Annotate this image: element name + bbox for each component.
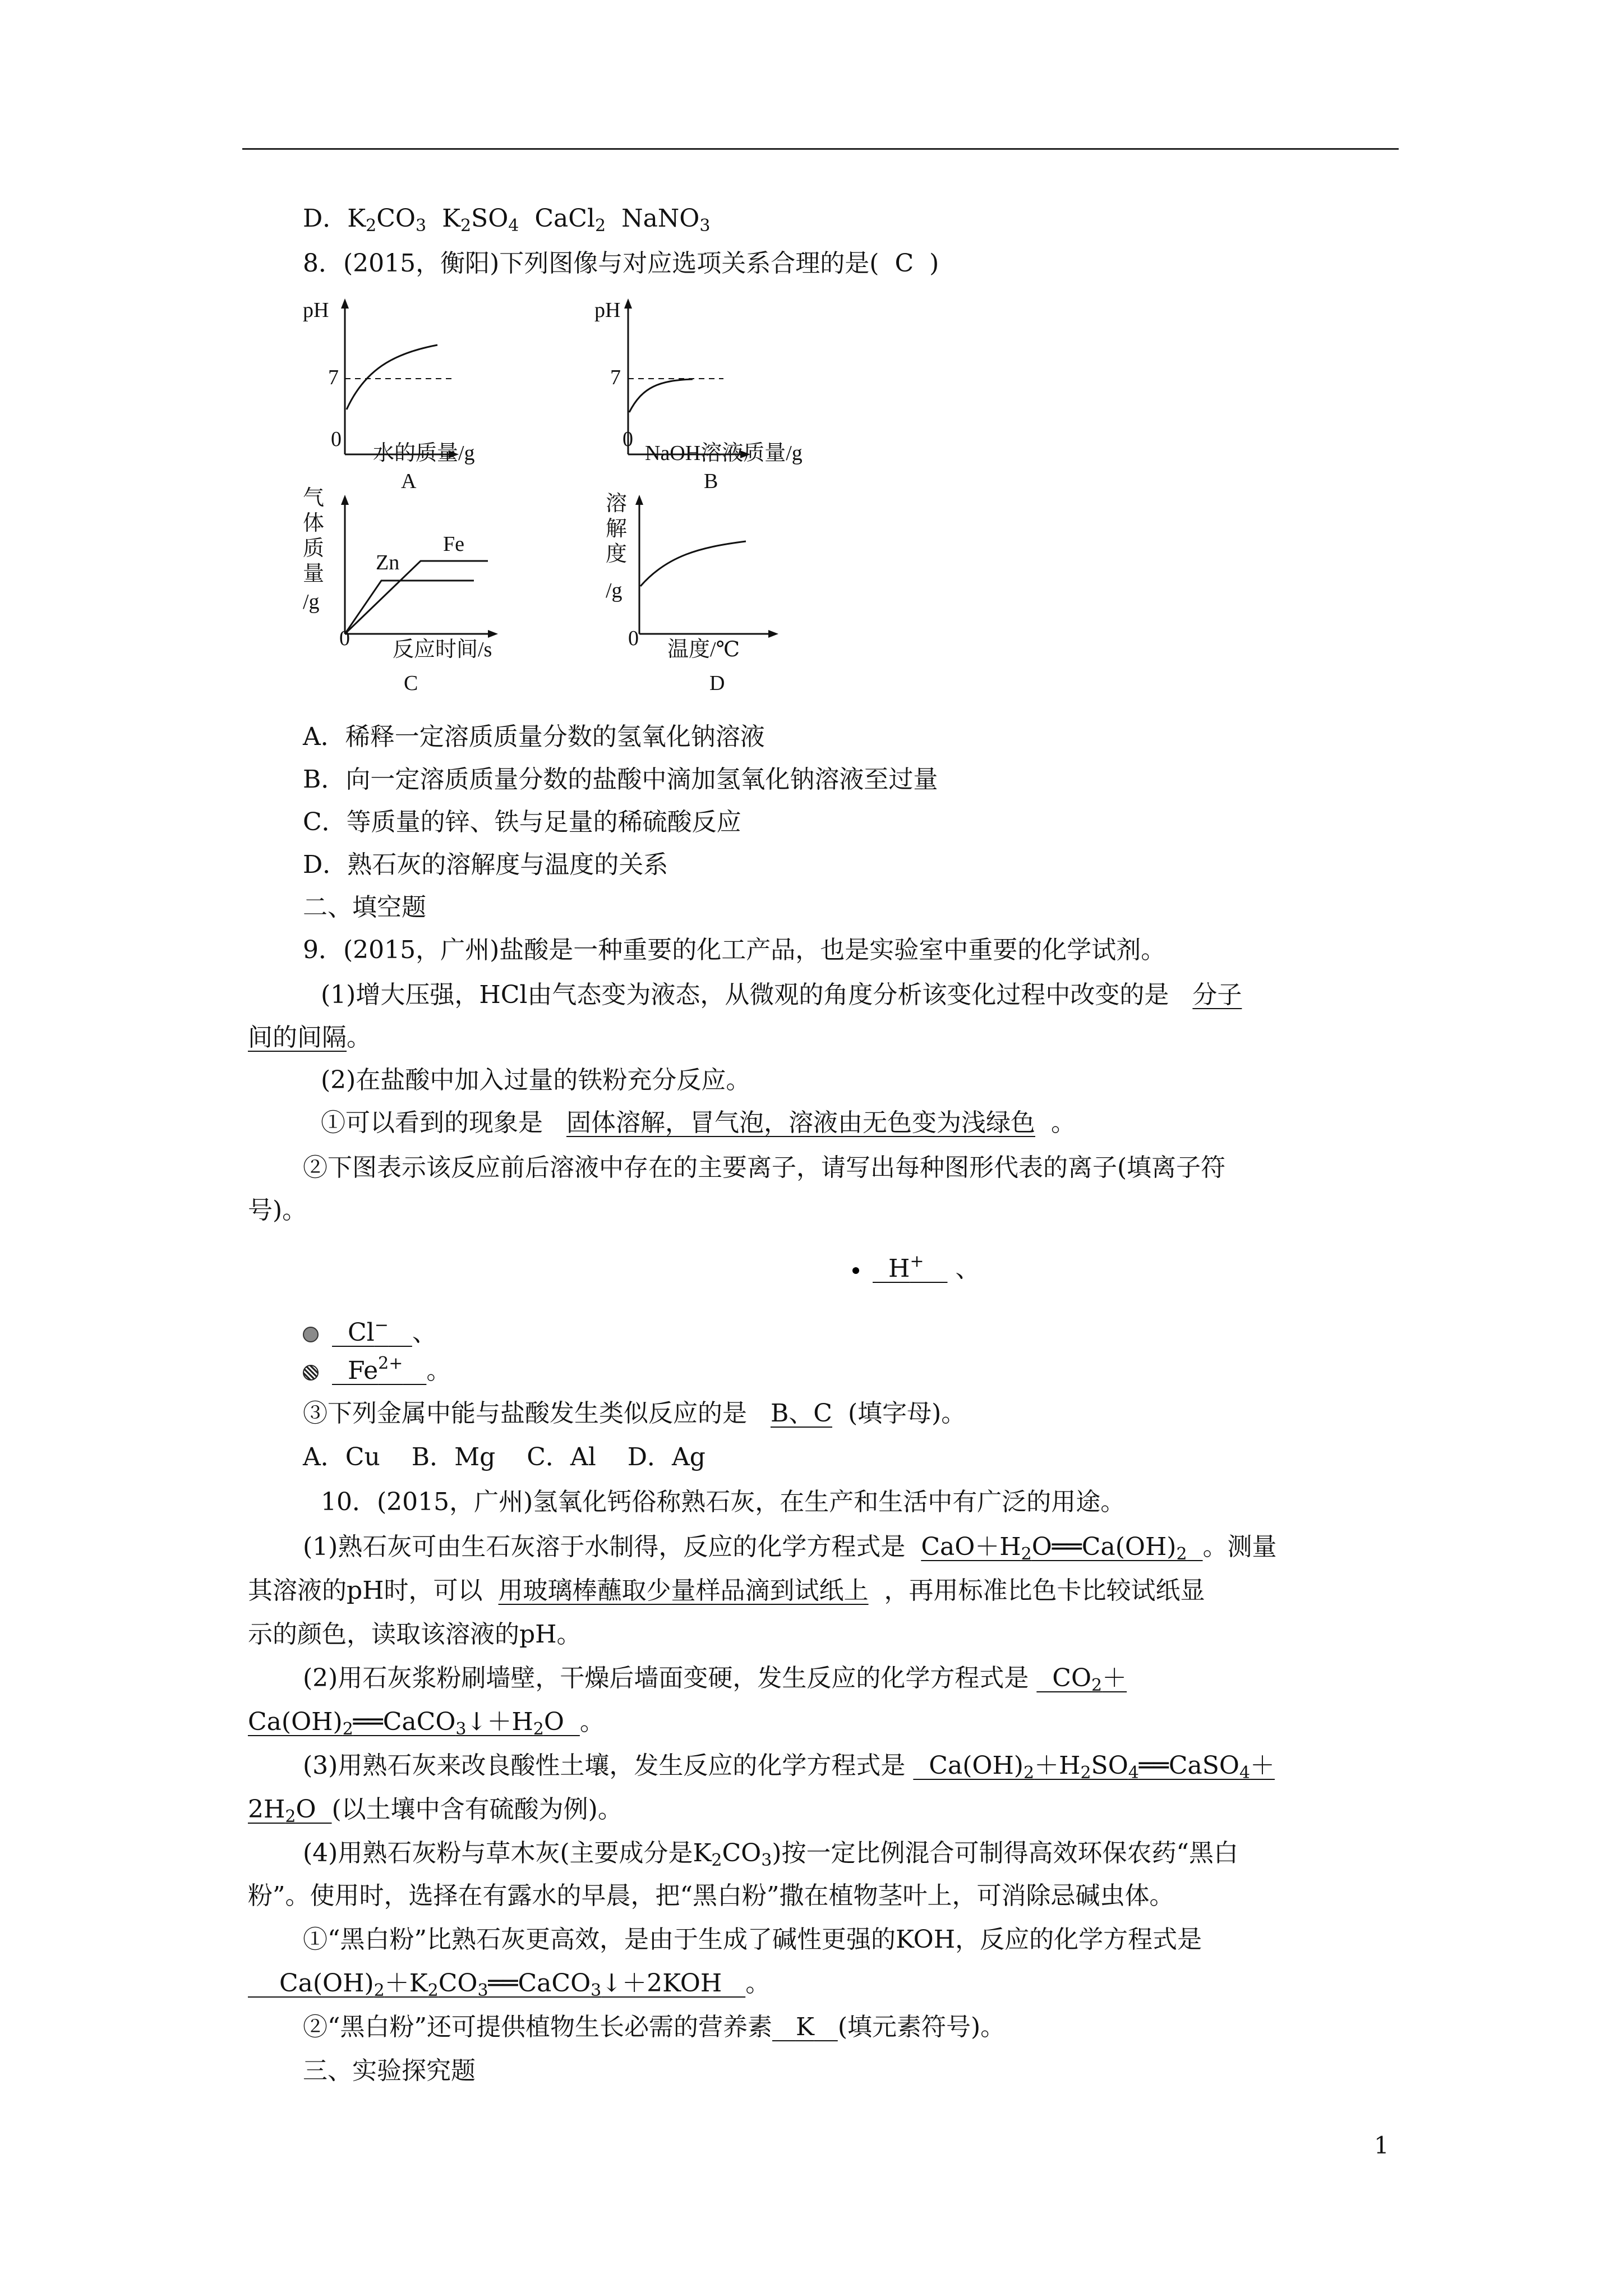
q10-part4-2-answer: K xyxy=(795,2013,814,2041)
graph-d-y-axis-1: 溶 xyxy=(606,492,628,516)
q9-part2-3-answer: B、C xyxy=(770,1399,832,1428)
graph-d-x-axis: 温度/℃ xyxy=(667,638,740,661)
q9-part2-2-line1: ②下图表示该反应前后溶液中存在的主要离子，请写出每种图形代表的离子(填离子符 xyxy=(303,1153,1226,1182)
graph-a-y-axis: pH xyxy=(303,298,329,322)
graph-c-y-axis-4: 量 xyxy=(303,562,325,586)
q10-part1-answer: $CaO+H_2O══Ca(OH)_2$ xyxy=(921,1533,1187,1564)
ion-fe-hatched-circle-icon xyxy=(303,1365,319,1381)
graph-c-y-axis-2: 体 xyxy=(303,512,325,535)
q8-option-c: C．等质量的锌、铁与足量的稀硫酸反应 xyxy=(303,808,741,836)
graph-d-y-axis-4: /g xyxy=(606,579,623,602)
ion-cl-circle-icon xyxy=(303,1327,319,1342)
q10-part3-answer-a: $Ca(OH)_2+H_2SO_4══CaSO_4+$ xyxy=(913,1751,1275,1783)
q10-part4-1: ①“黑白粉”比熟石灰更高效，是由于生成了碱性更强的KOH，反应的化学方程式是 xyxy=(303,1925,1202,1954)
graph-c-y-axis-3: 质 xyxy=(303,537,325,560)
q10-part2-answer-b: $Ca(OH)_2══CaCO_3↓+H_2O$ xyxy=(248,1708,580,1739)
q10-part2-cont: $Ca(OH)_2══CaCO_3↓+H_2O$ 。 xyxy=(248,1708,605,1739)
q10-part4-2: ②“黑白粉”还可提供植物生长必需的营养素 K (填元素符号)。 xyxy=(303,2013,1006,2041)
graph-a-label: A xyxy=(401,470,417,493)
q9-part2: (2)在盐酸中加入过量的铁粉充分反应。 xyxy=(321,1066,751,1094)
q10-stem: 10．(2015，广州)氢氧化钙俗称熟石灰，在生产和生活中有广泛的用途。 xyxy=(321,1488,1126,1516)
graph-d-origin: 0 xyxy=(628,627,639,650)
graph-b-x-axis: NaOH溶液质量/g xyxy=(645,441,803,465)
ion-fe-row: $Fe^{2+}$ 。 xyxy=(303,1354,451,1388)
graph-c-x-axis: 反应时间/s xyxy=(393,638,492,661)
page-number: 1 xyxy=(1374,2132,1389,2159)
graph-d-y-axis-3: 度 xyxy=(606,542,628,566)
q10-part4-line1: (4)用熟石灰粉与草木灰(主要成分是$K_2CO_3$)按一定比例混合可制得高效环保农药“黑白 xyxy=(303,1839,1238,1870)
graph-b-tick-7: 7 xyxy=(610,366,621,389)
q9-part2-1: ①可以看到的现象是 固体溶解，冒气泡，溶液由无色变为浅绿色 。 xyxy=(321,1108,1076,1137)
q8-option-d: D．熟石灰的溶解度与温度的关系 xyxy=(303,850,668,879)
ion-cl-answer: Cl− xyxy=(347,1315,389,1347)
q8-stem: 8．(2015，衡阳)下列图像与对应选项关系合理的是( C ) xyxy=(303,249,939,278)
q9-part1-answer-b: 间的间隔 xyxy=(248,1023,347,1052)
q9-part1-answer-a: 分子 xyxy=(1192,981,1242,1009)
graph-a xyxy=(303,292,527,505)
graph-b-origin: 0 xyxy=(623,427,633,451)
graph-d-y-axis-2: 解 xyxy=(606,517,628,541)
q9-part2-3: ③下列金属中能与盐酸发生类似反应的是 B、C (填字母)。 xyxy=(303,1399,966,1428)
graph-b-label: B xyxy=(704,470,718,493)
top-rule xyxy=(242,148,1399,150)
q9-metal-options: A．Cu B．Mg C．Al D．Ag xyxy=(303,1443,706,1471)
q10-part2-answer-a: $CO_2+$ xyxy=(1036,1664,1127,1695)
graph-a-x-axis: 水的质量/g xyxy=(373,441,475,465)
graph-c-y-axis-5: /g xyxy=(303,590,320,614)
q10-part4-line2: 粉”。使用时，选择在有露水的早晨，把“黑白粉”撒在植物茎叶上，可消除忌碱虫体。 xyxy=(248,1881,1174,1910)
q10-part1-answer-2: 用玻璃棒蘸取少量样品滴到试纸上 xyxy=(498,1576,869,1605)
graph-c-origin: 0 xyxy=(339,627,350,650)
q10-part3-cont: $2H_2O$ (以土壤中含有硫酸为例)。 xyxy=(248,1795,623,1826)
graph-b xyxy=(594,292,852,505)
q10-part1: (1)熟石灰可由生石灰溶于水制得，反应的化学方程式是 $CaO+H_2O══Ca(OH)_2$ 。测量 xyxy=(303,1533,1277,1564)
graph-c xyxy=(303,488,538,701)
graph-c-label: C xyxy=(404,671,418,695)
q9-part1-cont: 间的间隔。 xyxy=(248,1023,371,1052)
ion-h-row: H+ 、 xyxy=(852,1252,980,1286)
q8-option-b: B．向一定溶质质量分数的盐酸中滴加氢氧化钠溶液至过量 xyxy=(303,765,938,794)
q10-part4-1-answer: $Ca(OH)_2+K_2CO_3══CaCO_3↓+2KOH$ xyxy=(248,1969,746,2000)
ion-cl-row: Cl− 、 xyxy=(303,1316,437,1350)
q10-part3: (3)用熟石灰来改良酸性土壤，发生反应的化学方程式是 $Ca(OH)_2+H_2SO_4══CaSO_4+$ xyxy=(303,1751,1275,1783)
q8-option-a: A．稀释一定溶质质量分数的氢氧化钠溶液 xyxy=(303,723,765,751)
q10-part4-1-answer-row: $Ca(OH)_2+K_2CO_3══CaCO_3↓+2KOH$ 。 xyxy=(248,1969,771,2000)
q9-part1: (1)增大压强，HCl由气态变为液态，从微观的角度分析该变化过程中改变的是 分子 xyxy=(321,981,1242,1009)
graph-d-label: D xyxy=(709,671,725,695)
q10-part1-line3: 示的颜色，读取该溶液的pH。 xyxy=(248,1620,582,1649)
q9-part2-2-line2: 号)。 xyxy=(248,1196,307,1225)
section-2-heading: 二、填空题 xyxy=(303,893,426,922)
q10-part1-line2: 其溶液的pH时，可以 用玻璃棒蘸取少量样品滴到试纸上 ，再用标准比色卡比较试纸显 xyxy=(248,1576,1205,1605)
section-3-heading: 三、实验探究题 xyxy=(303,2056,476,2085)
graph-c-series-zn: Zn xyxy=(376,551,400,574)
q9-stem: 9．(2015，广州)盐酸是一种重要的化工产品，也是实验室中重要的化学试剂。 xyxy=(303,936,1166,964)
ion-h-dot-icon xyxy=(852,1267,859,1274)
ion-fe-answer: $Fe^{2+}$ xyxy=(347,1354,403,1385)
q7-option-d: D．$K_2CO_3$ $K_2SO_4$ CaCl$_2$ NaNO$_3$ xyxy=(303,204,711,236)
graph-a-origin: 0 xyxy=(331,427,342,451)
q9-part2-1-answer: 固体溶解，冒气泡，溶液由无色变为浅绿色 xyxy=(566,1108,1035,1137)
q10-part3-answer-b: $2H_2O$ xyxy=(248,1795,332,1826)
graph-d xyxy=(606,488,841,701)
q8-answer: C xyxy=(895,249,914,278)
q10-part2: (2)用石灰浆粉刷墙壁，干燥后墙面变硬，发生反应的化学方程式是 $CO_2+$ xyxy=(303,1664,1127,1695)
graph-c-series-fe: Fe xyxy=(443,532,464,556)
graph-c-y-axis-1: 气 xyxy=(303,486,325,510)
ion-h-answer: H+ xyxy=(888,1251,924,1283)
graph-a-tick-7: 7 xyxy=(328,366,339,389)
graph-b-y-axis: pH xyxy=(594,298,621,322)
